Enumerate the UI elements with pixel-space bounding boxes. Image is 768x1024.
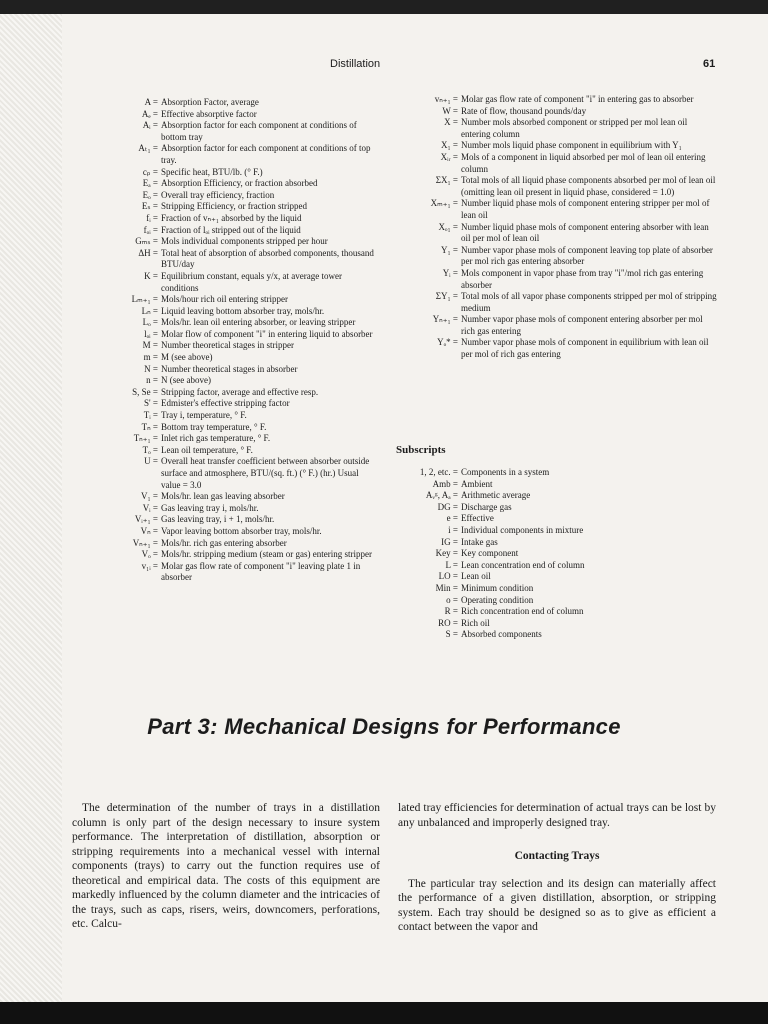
entry-definition: Molar flow of component "i" in entering liquid to absorber (161, 328, 373, 339)
entry-definition: Individual components in mixture (461, 524, 584, 535)
nomenclature-entry (396, 467, 696, 479)
entry-definition: Number vapor phase mols of component leaving top plate of absorber per mol rich gas entering absorber (461, 244, 713, 267)
entry-definition: Absorption factor for each component at conditions of top tray. (161, 143, 371, 165)
entry-definition: Bottom tray temperature, ° F. (161, 421, 267, 432)
nomenclature-entry (68, 178, 376, 190)
entry-definition: Lean concentration end of column (461, 559, 585, 570)
subscripts-list (396, 467, 696, 641)
nomenclature-entry (68, 410, 376, 422)
entry-symbol: ΔH = (138, 247, 158, 258)
entry-symbol: Vₙ₊₁ = (132, 537, 158, 548)
nomenclature-entry (396, 560, 696, 572)
nomenclature-entry (68, 340, 376, 352)
entry-symbol: U = (144, 456, 158, 467)
entry-definition: Specific heat, BTU/lb. (° F.) (161, 166, 263, 177)
entry-definition: Stripping factor, average and effective resp. (161, 386, 319, 397)
nomenclature-entry (68, 561, 376, 584)
entry-symbol: IG = (441, 536, 458, 547)
entry-symbol: Yₒ* = (437, 337, 458, 348)
entry-definition: Mols individual components stripped per hour (161, 236, 328, 247)
entry-symbol: Tₒ = (142, 444, 158, 455)
nomenclature-entry (68, 526, 376, 538)
entry-symbol: Vᵢ₊₁ = (134, 514, 158, 525)
nomenclature-right-column (392, 94, 717, 361)
body-paragraph: The determination of the number of trays in a distillation column is only part of the design necessary to insure system performance. The interpretation of distillation, absorption or stripping requirements into a mechanical vessel with internal components (trays) to carry out the function requires use of theoretical and empirical data. The costs of this equipment are markedly influenced by the column diameter and the intricacies of the trays, such as caps, risers, weirs, downcomers, perforations, etc. Calcu- (72, 802, 380, 930)
running-head: Distillation (330, 58, 381, 70)
entry-symbol: Lₒ = (142, 317, 158, 328)
subscripts-heading: Subscripts (396, 444, 446, 456)
scan-top-border (0, 0, 768, 14)
entry-definition: Intake gas (461, 536, 498, 547)
entry-definition: Liquid leaving bottom absorber tray, mols/hr. (161, 305, 325, 316)
body-column-left (72, 801, 380, 932)
nomenclature-entry (392, 117, 717, 140)
nomenclature-left-column (68, 97, 376, 584)
body-column-right (398, 801, 716, 935)
nomenclature-entry (68, 433, 376, 445)
entry-symbol: cₚ = (142, 166, 158, 177)
nomenclature-entry (68, 109, 376, 121)
entry-definition: Fraction of lₒᵢ stripped out of the liquid (161, 224, 301, 235)
entry-definition: Molar gas flow rate of component "i" in entering gas to absorber (461, 94, 694, 104)
body-paragraph-continuation: lated tray efficiencies for determination of actual trays can be lost by any unbalanced and improperly designed tray. (398, 802, 716, 829)
entry-definition: Mols component in vapor phase from tray "i"/mol rich gas entering absorber (461, 267, 704, 290)
page-number: 61 (703, 58, 716, 70)
entry-definition: Number liquid phase mols of component entering stripper per mol of lean oil (461, 198, 710, 220)
nomenclature-entry (396, 583, 696, 595)
entry-symbol: R = (444, 606, 458, 617)
entry-symbol: lₒᵢ = (144, 328, 158, 339)
nomenclature-entry (68, 398, 376, 410)
entry-definition: Total mols of all liquid phase components absorbed per mol of lean oil (omitting lean oil present in liquid phase, considered = 1.0) (461, 175, 716, 197)
entry-definition: Number theoretical stages in absorber (161, 363, 298, 374)
entry-symbol: Vₙ = (140, 525, 158, 536)
nomenclature-entry (68, 491, 376, 503)
entry-definition: Number liquid phase mols of component entering absorber with lean oil per mol of lean oil (461, 221, 709, 244)
part-title: Part 3: Mechanical Designs for Performance (147, 714, 621, 739)
nomenclature-entry (68, 549, 376, 561)
entry-definition: Mols/hr. lean gas leaving absorber (161, 491, 285, 502)
entry-symbol: DG = (437, 501, 458, 512)
entry-symbol: v₁ᵢ = (141, 560, 158, 571)
entry-definition: Mols/hr. rich gas entering absorber (161, 537, 287, 548)
entry-definition: Molar gas flow rate of component "i" leaving plate 1 in absorber (161, 560, 361, 583)
entry-symbol: S, Se = (132, 386, 158, 397)
nomenclature-entry (392, 291, 717, 314)
entry-definition: Gas leaving tray i, mols/hr. (161, 502, 259, 513)
entry-symbol: Tₙ₊₁ = (133, 433, 158, 444)
entry-symbol: LO = (438, 571, 458, 582)
body-paragraph: The particular tray selection and its design can materially affect the performance of a given distillation, absorption, or stripping system. Each tray should be designed so as to give as efficient a contact between the vapor and (398, 877, 716, 933)
nomenclature-entry (68, 201, 376, 213)
entry-symbol: fᵢ = (146, 212, 158, 223)
nomenclature-entry (68, 422, 376, 434)
entry-definition: Lean oil temperature, ° F. (161, 444, 253, 455)
entry-symbol: vₙ₊₁ = (434, 94, 458, 104)
entry-definition: Mols of a component in liquid absorbed per mol of lean oil entering column (461, 151, 706, 174)
entry-symbol: ΣX₁ = (435, 175, 458, 186)
nomenclature-entry (392, 314, 717, 337)
nomenclature-entry (68, 97, 376, 109)
entry-definition: N (see above) (161, 375, 211, 386)
entry-symbol: W = (442, 105, 458, 116)
entry-symbol: Tᵢ = (143, 410, 158, 421)
entry-definition: Inlet rich gas temperature, ° F. (161, 433, 271, 444)
entry-definition: Rate of flow, thousand pounds/day (461, 105, 587, 116)
nomenclature-entry (68, 306, 376, 318)
entry-definition: Absorption Factor, average (161, 97, 259, 107)
nomenclature-entry (396, 502, 696, 514)
entry-definition: Components in a system (461, 467, 550, 477)
entry-symbol: e = (446, 513, 458, 524)
entry-definition: Number vapor phase mols of component entering absorber per mol rich gas entering (461, 314, 703, 336)
entry-definition: Absorption factor for each component at conditions of bottom tray (161, 120, 357, 142)
nomenclature-entry (68, 236, 376, 248)
entry-definition: Edmister's effective stripping factor (161, 398, 290, 409)
entry-symbol: X₁ = (441, 140, 458, 151)
nomenclature-entry (396, 571, 696, 583)
entry-symbol: Amb = (432, 478, 458, 489)
nomenclature-entry (396, 595, 696, 607)
nomenclature-entry (392, 268, 717, 291)
entry-definition: Number theoretical stages in stripper (161, 340, 294, 351)
nomenclature-entry (396, 629, 696, 641)
nomenclature-entry (392, 152, 717, 175)
nomenclature-entry (392, 94, 717, 106)
entry-symbol: Eₛ = (141, 201, 158, 212)
nomenclature-entry (68, 456, 376, 491)
nomenclature-entry (68, 364, 376, 376)
entry-definition: Overall tray efficiency, fraction (161, 189, 275, 200)
entry-symbol: Eₒ = (142, 189, 158, 200)
entry-definition: Effective (461, 513, 494, 524)
nomenclature-entry (392, 245, 717, 268)
entry-symbol: RO = (438, 617, 458, 628)
entry-symbol: M = (142, 340, 158, 351)
nomenclature-entry (392, 337, 717, 360)
entry-symbol: K = (144, 270, 158, 281)
nomenclature-entry (392, 140, 717, 152)
entry-definition: Ambient (461, 478, 493, 489)
entry-symbol: Yₙ₊₁ = (432, 314, 458, 325)
entry-definition: Number vapor phase mols of component in equilibrium with lean oil per mol of rich gas entering (461, 337, 709, 360)
section-heading-contacting-trays: Contacting Trays (514, 850, 600, 862)
entry-definition: Mols/hr. lean oil entering absorber, or leaving stripper (161, 317, 356, 328)
entry-definition: Key component (461, 548, 519, 559)
nomenclature-entry (396, 513, 696, 525)
entry-definition: M (see above) (161, 352, 213, 363)
nomenclature-entry (68, 213, 376, 225)
entry-definition: Lean oil (461, 571, 491, 582)
entry-definition: Mols/hour rich oil entering stripper (161, 294, 288, 305)
entry-symbol: N = (144, 363, 158, 374)
entry-symbol: Xₘ₊₁ = (430, 198, 458, 209)
entry-definition: Fraction of vₙ₊₁ absorbed by the liquid (161, 212, 302, 223)
scan-bottom-border (0, 1002, 768, 1024)
nomenclature-entry (392, 222, 717, 245)
entry-symbol: Min = (435, 582, 458, 593)
nomenclature-entry (68, 445, 376, 457)
entry-definition: Overall heat transfer coefficient between absorber outside surface and atmosphere, BTU/(sq. ft.) (° F.) (hr.) Usual value = 3.0 (161, 456, 370, 490)
entry-symbol: Xₒ₁ = (438, 221, 458, 232)
entry-symbol: Key = (435, 548, 458, 559)
entry-symbol: m = (143, 352, 158, 363)
nomenclature-entry (68, 190, 376, 202)
entry-symbol: Vₒ = (141, 549, 158, 560)
entry-symbol: Y₁ = (441, 244, 458, 255)
entry-symbol: Tₙ = (141, 421, 158, 432)
nomenclature-entry (396, 479, 696, 491)
entry-symbol: 1, 2, etc. = (419, 467, 458, 477)
entry-symbol: Gₘₛ = (135, 236, 158, 247)
entry-symbol: Lₙ = (141, 305, 158, 316)
entry-symbol: Aᵢ = (142, 120, 158, 131)
entry-symbol: fₒᵢ = (143, 224, 158, 235)
entry-symbol: Aₜ₁ = (138, 143, 158, 154)
nomenclature-entry (68, 143, 376, 166)
entry-symbol: i = (448, 524, 458, 535)
nomenclature-entry (392, 198, 717, 221)
nomenclature-entry (392, 175, 717, 198)
nomenclature-entry (396, 618, 696, 630)
nomenclature-entry (68, 294, 376, 306)
nomenclature-entry (68, 271, 376, 294)
page-edge-shadow (0, 0, 62, 1024)
entry-definition: Arithmetic average (461, 490, 531, 501)
entry-definition: Vapor leaving bottom absorber tray, mols/hr. (161, 525, 322, 536)
nomenclature-entry (68, 329, 376, 341)
entry-definition: Rich oil (461, 617, 490, 628)
entry-symbol: n = (146, 375, 158, 386)
entry-symbol: ΣY₁ = (435, 291, 458, 302)
entry-definition: Tray i, temperature, ° F. (161, 410, 247, 421)
entry-symbol: S = (445, 629, 458, 640)
nomenclature-entry (68, 538, 376, 550)
entry-symbol: Eₐ = (142, 178, 158, 189)
nomenclature-entry (396, 537, 696, 549)
nomenclature-entry (68, 167, 376, 179)
entry-symbol: Yᵢ = (442, 267, 458, 278)
entry-definition: Number mols liquid phase component in equilibrium with Y₁ (461, 140, 682, 151)
nomenclature-entry (396, 490, 696, 502)
entry-definition: Rich concentration end of column (461, 606, 584, 617)
nomenclature-entry (396, 606, 696, 618)
entry-definition: Minimum condition (461, 582, 534, 593)
entry-definition: Gas leaving tray, i + 1, mols/hr. (161, 514, 275, 525)
entry-definition: Total mols of all vapor phase components stripped per mol of stripping medium (461, 291, 717, 313)
entry-symbol: A = (144, 97, 158, 107)
entry-definition: Discharge gas (461, 501, 512, 512)
entry-definition: Equilibrium constant, equals y/x, at average tower conditions (161, 270, 342, 293)
entry-symbol: o = (446, 594, 458, 605)
nomenclature-entry (396, 525, 696, 537)
entry-symbol: Lₘ₊₁ = (131, 294, 158, 305)
entry-symbol: X = (444, 117, 458, 128)
entry-definition: Absorption Efficiency, or fraction absorbed (161, 178, 318, 189)
entry-definition: Mols/hr. stripping medium (steam or gas) entering stripper (161, 549, 372, 560)
nomenclature-entry (68, 503, 376, 515)
entry-symbol: Xᵢᵣ = (440, 151, 458, 162)
nomenclature-entry (68, 248, 376, 271)
nomenclature-entry (68, 120, 376, 143)
entry-symbol: Aᵥᵍ, Aₐ = (425, 490, 458, 501)
nomenclature-entry (68, 375, 376, 387)
nomenclature-entry (68, 387, 376, 399)
entry-symbol: Aₑ = (141, 108, 158, 119)
entry-symbol: V₁ = (141, 491, 158, 502)
entry-definition: Stripping Efficiency, or fraction stripped (161, 201, 307, 212)
entry-symbol: S' = (144, 398, 158, 409)
entry-symbol: Vᵢ = (142, 502, 158, 513)
nomenclature-entry (68, 225, 376, 237)
nomenclature-entry (396, 548, 696, 560)
entry-definition: Operating condition (461, 594, 534, 605)
entry-definition: Absorbed components (461, 629, 542, 640)
entry-definition: Total heat of absorption of absorbed components, thousand BTU/day (161, 247, 374, 270)
nomenclature-entry (392, 106, 717, 118)
nomenclature-entry (68, 514, 376, 526)
nomenclature-entry (68, 352, 376, 364)
entry-symbol: L = (445, 559, 458, 570)
nomenclature-entry (68, 317, 376, 329)
entry-definition: Number mols absorbed component or stripped per mol lean oil entering column (461, 117, 688, 139)
entry-definition: Effective absorptive factor (161, 108, 257, 119)
